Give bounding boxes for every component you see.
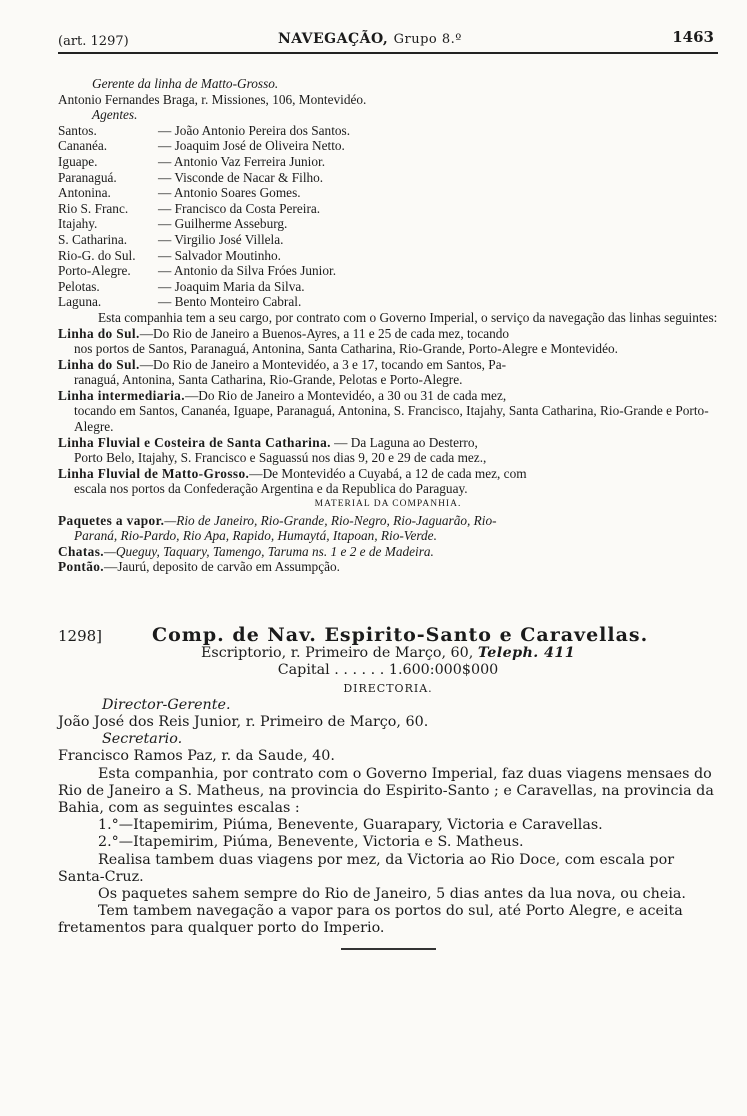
- line-label: Linha Fluvial e Costeira de Santa Catharina.: [58, 434, 331, 450]
- line-text: —Do Rio de Janeiro a Montevidéo, a 30 ou 31 de cada mez,: [184, 387, 507, 403]
- director-title: Director-Gerente.: [102, 696, 231, 713]
- material-entry: [58, 513, 718, 544]
- line-entry: [58, 435, 718, 466]
- agent-name: — Visconde de Nacar & Filho.: [158, 169, 324, 185]
- line-text: — Da Laguna ao Desterro,: [330, 434, 478, 450]
- company-description: Esta companhia, por contrato com o Governo Imperial, faz duas viagens mensaes do Rio de Janeiro a S. Matheus, na provincia do Espirito-Santo ; e Caravellas, na provincia da Bahia, com as seguintes escalas :: [58, 765, 714, 817]
- line-text: —Do Rio de Janeiro a Buenos-Ayres, a 11 e 25 de cada mez, tocando: [139, 325, 510, 341]
- line-entry: [58, 466, 718, 497]
- line-text: —Do Rio de Janeiro a Montevidéo, a 3 e 17, tocando em Santos, Pa-: [139, 356, 507, 372]
- agent-name: — Bento Monteiro Cabral.: [158, 294, 302, 310]
- line-label: Linha intermediaria.: [58, 387, 185, 403]
- agent-city: Rio-G. do Sul.: [58, 247, 136, 263]
- agent-city: Porto-Alegre.: [58, 263, 131, 279]
- agent-row: [58, 279, 718, 295]
- secretary-entry: Francisco Ramos Paz, r. da Saude, 40.: [58, 748, 335, 765]
- agent-row: [58, 123, 718, 139]
- line-continuation: Porto Belo, Itajahy, S. Francisco e Saguassú nos dias 9, 20 e 29 de cada mez.,: [74, 450, 487, 466]
- agent-city: S. Catharina.: [58, 231, 128, 247]
- agent-name: — João Antonio Pereira dos Santos.: [158, 122, 351, 138]
- material-text: —Jaurú, deposito de carvão em Assumpção.: [104, 559, 340, 575]
- agent-city: Rio S. Franc.: [58, 200, 129, 216]
- southern-service: Tem tambem navegação a vapor para os portos do sul, até Porto Alegre, e aceita fretamentos para qualquer porto do Imperio.: [58, 903, 683, 937]
- line-text: —De Montevidéo a Cuyabá, a 12 de cada mez, com: [249, 465, 527, 481]
- company-title: Comp. de Nav. Espirito-Santo e Caravellas.: [152, 624, 649, 646]
- company-intro: Esta companhia tem a seu cargo, por contrato com o Governo Imperial, o serviço da navegação das linhas seguintes:: [98, 309, 718, 325]
- agent-row: [58, 216, 718, 232]
- agent-name: — Joaquim José de Oliveira Netto.: [158, 138, 345, 154]
- line-label: Linha do Sul.: [58, 356, 140, 372]
- material-label: Pontão.: [58, 559, 105, 575]
- material-label: Chatas.: [58, 543, 105, 559]
- agent-row: [58, 232, 718, 248]
- agent-city: Santos.: [58, 122, 97, 138]
- director-entry: João José dos Reis Junior, r. Primeiro de Março, 60.: [58, 714, 429, 731]
- agent-city: Paranaguá.: [58, 169, 117, 185]
- page: [58, 28, 718, 950]
- board-heading: DIRECTORIA.: [343, 681, 433, 695]
- office-line: [58, 645, 718, 662]
- route-scale-2: 2.°—Itapemirim, Piúma, Benevente, Victoria e S. Matheus.: [98, 834, 524, 851]
- closing-rule: [341, 948, 436, 950]
- article-number: 1298]: [58, 627, 103, 645]
- agents-heading: Agentes.: [92, 107, 138, 123]
- material-label: Paquetes a vapor.: [58, 512, 165, 528]
- agent-row: [58, 294, 718, 310]
- section-title: NAVEGAÇÃO,: [278, 31, 389, 47]
- agent-name: — Joaquim Maria da Silva.: [158, 278, 305, 294]
- page-header: [58, 28, 718, 54]
- agent-city: Laguna.: [58, 294, 102, 310]
- line-label: Linha Fluvial de Matto-Grosso.: [58, 465, 250, 481]
- agent-name: — Antonio Soares Gomes.: [158, 185, 301, 201]
- line-continuation: tocando em Santos, Cananéa, Iguape, Paranaguá, Antonina, S. Francisco, Itajahy, Santa Catharina, Rio-Grande e Porto-Alegre.: [74, 403, 709, 435]
- page-number: 1463: [672, 28, 714, 46]
- office-address: Escriptorio, r. Primeiro de Março, 60,: [200, 645, 474, 662]
- telephone: Teleph. 411: [477, 645, 576, 662]
- agent-name: — Virgilio José Villela.: [158, 231, 284, 247]
- material-text: —Rio de Janeiro, Rio-Grande, Rio-Negro, Rio-Jaguarão, Rio-: [164, 512, 497, 528]
- agent-row: [58, 170, 718, 186]
- agent-city: Cananéa.: [58, 138, 108, 154]
- departure-schedule: Os paquetes sahem sempre do Rio de Janeiro, 5 dias antes da lua nova, ou cheia.: [98, 886, 686, 903]
- agent-row: [58, 248, 718, 264]
- agent-row: [58, 263, 718, 279]
- material-entry: [58, 544, 718, 560]
- agent-row: [58, 201, 718, 217]
- agent-row: [58, 138, 718, 154]
- agent-name: — Salvador Moutinho.: [158, 247, 281, 263]
- material-heading: MATERIAL DA COMPANHIA.: [314, 499, 462, 510]
- agent-city: Pelotas.: [58, 278, 100, 294]
- running-title: [278, 32, 462, 48]
- capital-value: 1.600:000$000: [388, 662, 499, 679]
- manager-heading: Gerente da linha de Matto-Grosso.: [92, 76, 279, 91]
- line-entry: [58, 357, 718, 388]
- line-entry: [58, 326, 718, 357]
- capital-label: Capital . . . . . .: [277, 662, 385, 679]
- capital-line: [58, 662, 718, 679]
- group-label: Grupo 8.º: [393, 32, 462, 47]
- company-1298-section: [58, 624, 718, 950]
- material-continuation: Paraná, Rio-Pardo, Rio Apa, Rapido, Humaytá, Itapoan, Rio-Verde.: [74, 528, 437, 544]
- material-entry: [58, 559, 718, 575]
- line-label: Linha do Sul.: [58, 325, 140, 341]
- agent-name: — Guilherme Asseburg.: [158, 216, 288, 232]
- agent-row: [58, 154, 718, 170]
- agent-city: Iguape.: [58, 153, 98, 169]
- route-scale-1: 1.°—Itapemirim, Piúma, Benevente, Guarapary, Victoria e Caravellas.: [98, 817, 603, 834]
- agent-city: Itajahy.: [58, 216, 98, 232]
- secretary-title: Secretario.: [102, 731, 183, 748]
- agent-name: — Antonio da Silva Fróes Junior.: [158, 263, 337, 279]
- company-title-line: [58, 624, 718, 646]
- article-reference: (art. 1297): [58, 34, 129, 49]
- manager-entry: Antonio Fernandes Braga, r. Missiones, 106, Montevidéo.: [58, 91, 367, 107]
- line-continuation: ranaguá, Antonina, Santa Catharina, Rio-Grande, Pelotas e Porto-Alegre.: [74, 372, 463, 388]
- matto-grosso-section: [58, 76, 718, 575]
- rio-doce-service: Realisa tambem duas viagens por mez, da Victoria ao Rio Doce, com escala por Santa-Cruz.: [58, 851, 675, 885]
- line-entry: [58, 388, 718, 435]
- agent-name: — Antonio Vaz Ferreira Junior.: [158, 153, 326, 169]
- agent-row: [58, 185, 718, 201]
- line-continuation: nos portos de Santos, Paranaguá, Antonina, Santa Catharina, Rio-Grande, Porto-Alegre e Montevidéo.: [74, 341, 618, 357]
- agent-city: Antonina.: [58, 185, 111, 201]
- line-continuation: escala nos portos da Confederação Argentina e da Republica do Paraguay.: [74, 481, 468, 497]
- material-text: —Queguy, Taquary, Tamengo, Taruma ns. 1 e 2 e de Madeira.: [104, 543, 434, 559]
- agent-name: — Francisco da Costa Pereira.: [158, 200, 321, 216]
- agents-list: [58, 123, 718, 310]
